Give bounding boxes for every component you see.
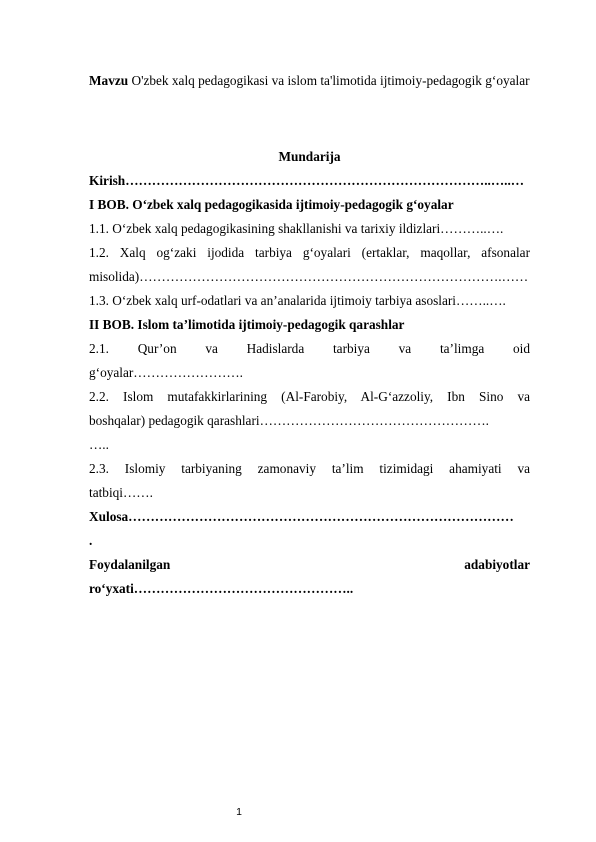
table-of-contents [89, 169, 530, 601]
toc-section-2-2-line2: boshqalar) pedagogik qarashlari……………………………………………. [89, 413, 489, 428]
toc-section-2-1-line1: 2.1. Qur’on va Hadislarda tarbiya va ta’limga oid [89, 341, 530, 356]
toc-heading: Mundarija [278, 149, 341, 164]
toc-section-1-1: 1.1. O‘zbek xalq pedagogikasining shakllanishi va tarixiy ildizlari………..…. [89, 221, 504, 236]
topic-label: Mavzu [89, 73, 129, 88]
page-number: 1 [236, 806, 242, 818]
toc-references-line1: Foydalanilgan adabiyotlar [89, 557, 530, 572]
toc-section-2-3-line2: tatbiqi……. [89, 485, 153, 500]
toc-conclusion-line2: . [89, 533, 93, 548]
toc-section-1-2-line2: misolida)……………………………………………………………………….…… [89, 269, 529, 284]
toc-references-line2: ro‘yxati………………………………………….. [89, 581, 354, 596]
toc-conclusion-line1: Xulosa…………………………………………………………………………… [89, 509, 514, 524]
toc-chapter-1: I BOB. O‘zbek xalq pedagogikasida ijtimoiy-pedagogik g‘oyalar [89, 197, 454, 212]
toc-section-2-3-line1: 2.3. Islomiy tarbiyaning zamonaviy ta’lim tizimidagi ahamiyati va [89, 461, 530, 476]
toc-intro: Kirish………………………………………………………………………..…..… [89, 173, 525, 188]
toc-section-1-2-line1: 1.2. Xalq og‘zaki ijodida tarbiya g‘oyalari (ertaklar, maqollar, afsonalar [89, 245, 530, 260]
toc-section-2-1-line2: g‘oyalar……………………. [89, 365, 243, 380]
toc-section-2-2-line1: 2.2. Islom mutafakkirlarining (Al-Farobiy, Al-G‘azzoliy, Ibn Sino va [89, 389, 530, 404]
topic-text: O'zbek xalq pedagogikasi va islom ta'limotida ijtimoiy-pedagogik g‘oyalar [131, 73, 530, 88]
toc-section-1-3: 1.3. O‘zbek xalq urf-odatlari va an’analarida ijtimoiy tarbiya asoslari……..…. [89, 293, 506, 308]
topic-paragraph [89, 69, 530, 93]
toc-chapter-2: II BOB. Islom ta’limotida ijtimoiy-pedagogik qarashlar [89, 317, 405, 332]
toc-section-2-2-line3: ….. [89, 437, 109, 452]
